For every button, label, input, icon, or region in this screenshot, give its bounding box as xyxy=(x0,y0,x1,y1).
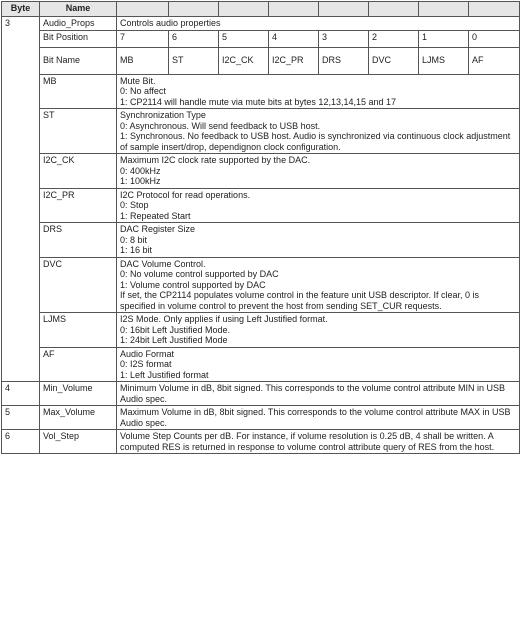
field-line: 0: 8 bit xyxy=(120,234,148,245)
header-bit-col xyxy=(419,2,469,17)
field-line: 0: 400kHz xyxy=(120,165,161,176)
field-line: 0: I2S format xyxy=(120,359,172,369)
name-cell: Min_Volume xyxy=(40,382,117,406)
field-description xyxy=(117,313,520,348)
bit-position-value: 5 xyxy=(219,30,269,47)
max-volume-row xyxy=(2,406,520,430)
field-row-af xyxy=(2,347,520,382)
description-cell: Volume Step Counts per dB. For instance, if volume resolution is 0.25 dB, 4 shall be written. A computed RES is returned in response to volume control attribute query of RES from the host. xyxy=(117,430,520,454)
field-line: Maximum I2C clock rate supported by the DAC. xyxy=(120,155,311,165)
field-description xyxy=(117,223,520,258)
field-line: 1: Synchronous. No feedback to USB host. Audio is synchronized via continuous clock adjustment of sample insert/drop, dependignon clock configuration. xyxy=(120,131,511,152)
byte-cell: 6 xyxy=(2,430,40,454)
bit-name-value: DRS xyxy=(319,47,369,74)
field-line: 1: Repeated Start xyxy=(120,210,191,221)
field-line: 0: Asynchronous. Will send feedback to USB host. xyxy=(120,120,321,131)
field-name: I2C_PR xyxy=(40,188,117,223)
field-line: 0: No volume control supported by DAC xyxy=(120,269,279,279)
field-row-i2c-ck xyxy=(2,154,520,189)
field-name: AF xyxy=(40,347,117,382)
audio-props-row xyxy=(2,17,520,31)
field-name: DRS xyxy=(40,223,117,258)
bit-position-value: 1 xyxy=(419,30,469,47)
bit-position-value: 4 xyxy=(269,30,319,47)
field-line: If set, the CP2114 populates volume control in the feature unit USB descriptor. If clear, 0 is specified in volume control to prevent the host from sending SET_CUR requests. xyxy=(120,290,480,311)
field-line: Audio Format xyxy=(120,348,175,359)
byte-cell: 4 xyxy=(2,382,40,406)
field-line: DAC Volume Control. xyxy=(120,258,206,269)
bit-name-row xyxy=(2,47,520,74)
field-line: DAC Register Size xyxy=(120,224,196,234)
field-name: LJMS xyxy=(40,313,117,348)
bit-position-value: 3 xyxy=(319,30,369,47)
field-line: 1: 16 bit xyxy=(120,245,153,255)
field-row-ljms xyxy=(2,313,520,348)
field-line: 0: Stop xyxy=(120,200,149,210)
field-line: Synchronization Type xyxy=(120,110,206,120)
field-line: Mute Bit. xyxy=(120,75,156,86)
field-line: I2C Protocol for read operations. xyxy=(120,189,251,200)
field-description xyxy=(117,74,520,109)
bit-name-value: I2C_PR xyxy=(269,47,319,74)
field-line: 1: Volume control supported by DAC xyxy=(120,279,266,290)
header-bit-col xyxy=(369,2,419,17)
header-row xyxy=(2,2,520,17)
name-cell: Vol_Step xyxy=(40,430,117,454)
field-line: 1: 24bit Left Justified Mode xyxy=(120,335,228,345)
field-row-st xyxy=(2,109,520,154)
name-cell: Max_Volume xyxy=(40,406,117,430)
field-description xyxy=(117,109,520,154)
bit-position-value: 7 xyxy=(117,30,169,47)
bit-position-label: Bit Position xyxy=(40,30,117,47)
description-cell: Minimum Volume in dB, 8bit signed. This corresponds to the volume control attribute MIN in USB Audio spec. xyxy=(117,382,520,406)
field-row-dvc xyxy=(2,257,520,313)
field-description xyxy=(117,347,520,382)
bit-position-value: 2 xyxy=(369,30,419,47)
field-row-mb xyxy=(2,74,520,109)
field-description xyxy=(117,188,520,223)
bit-name-value: I2C_CK xyxy=(219,47,269,74)
min-volume-row xyxy=(2,382,520,406)
byte-cell: 5 xyxy=(2,406,40,430)
header-bit-col xyxy=(269,2,319,17)
field-line: 1: CP2114 will handle mute via mute bits at bytes 12,13,14,15 and 17 xyxy=(120,96,397,107)
bit-name-value: MB xyxy=(117,47,169,74)
bit-position-row xyxy=(2,30,520,47)
bit-name-label: Bit Name xyxy=(40,47,117,74)
field-name: MB xyxy=(40,74,117,109)
field-line: 0: No affect xyxy=(120,86,166,96)
header-bit-col xyxy=(219,2,269,17)
field-description xyxy=(117,257,520,313)
field-name: DVC xyxy=(40,257,117,313)
name-cell: Audio_Props xyxy=(40,17,117,31)
vol-step-row xyxy=(2,430,520,454)
header-bit-col xyxy=(169,2,219,17)
bit-name-value: DVC xyxy=(369,47,419,74)
header-bit-col xyxy=(319,2,369,17)
header-bit-col xyxy=(469,2,520,17)
byte-cell: 3 xyxy=(2,17,40,382)
field-line: 1: 100kHz xyxy=(120,176,161,186)
description-cell: Controls audio properties xyxy=(117,17,520,31)
field-line: 0: 16bit Left Justified Mode. xyxy=(120,324,231,335)
header-name: Name xyxy=(40,2,117,17)
field-line: 1: Left Justified format xyxy=(120,369,209,380)
field-row-drs xyxy=(2,223,520,258)
bit-position-value: 6 xyxy=(169,30,219,47)
bit-name-value: AF xyxy=(469,47,520,74)
field-row-i2c-pr xyxy=(2,188,520,223)
header-bit-col xyxy=(117,2,169,17)
field-line: I2S Mode. Only applies if using Left Justified format. xyxy=(120,314,328,324)
field-name: ST xyxy=(40,109,117,154)
field-description xyxy=(117,154,520,189)
description-cell: Maximum Volume in dB, 8bit signed. This corresponds to the volume control attribute MAX in USB Audio spec. xyxy=(117,406,520,430)
field-name: I2C_CK xyxy=(40,154,117,189)
register-table xyxy=(1,1,520,454)
bit-name-value: LJMS xyxy=(419,47,469,74)
bit-name-value: ST xyxy=(169,47,219,74)
header-byte: Byte xyxy=(2,2,40,17)
bit-position-value: 0 xyxy=(469,30,520,47)
